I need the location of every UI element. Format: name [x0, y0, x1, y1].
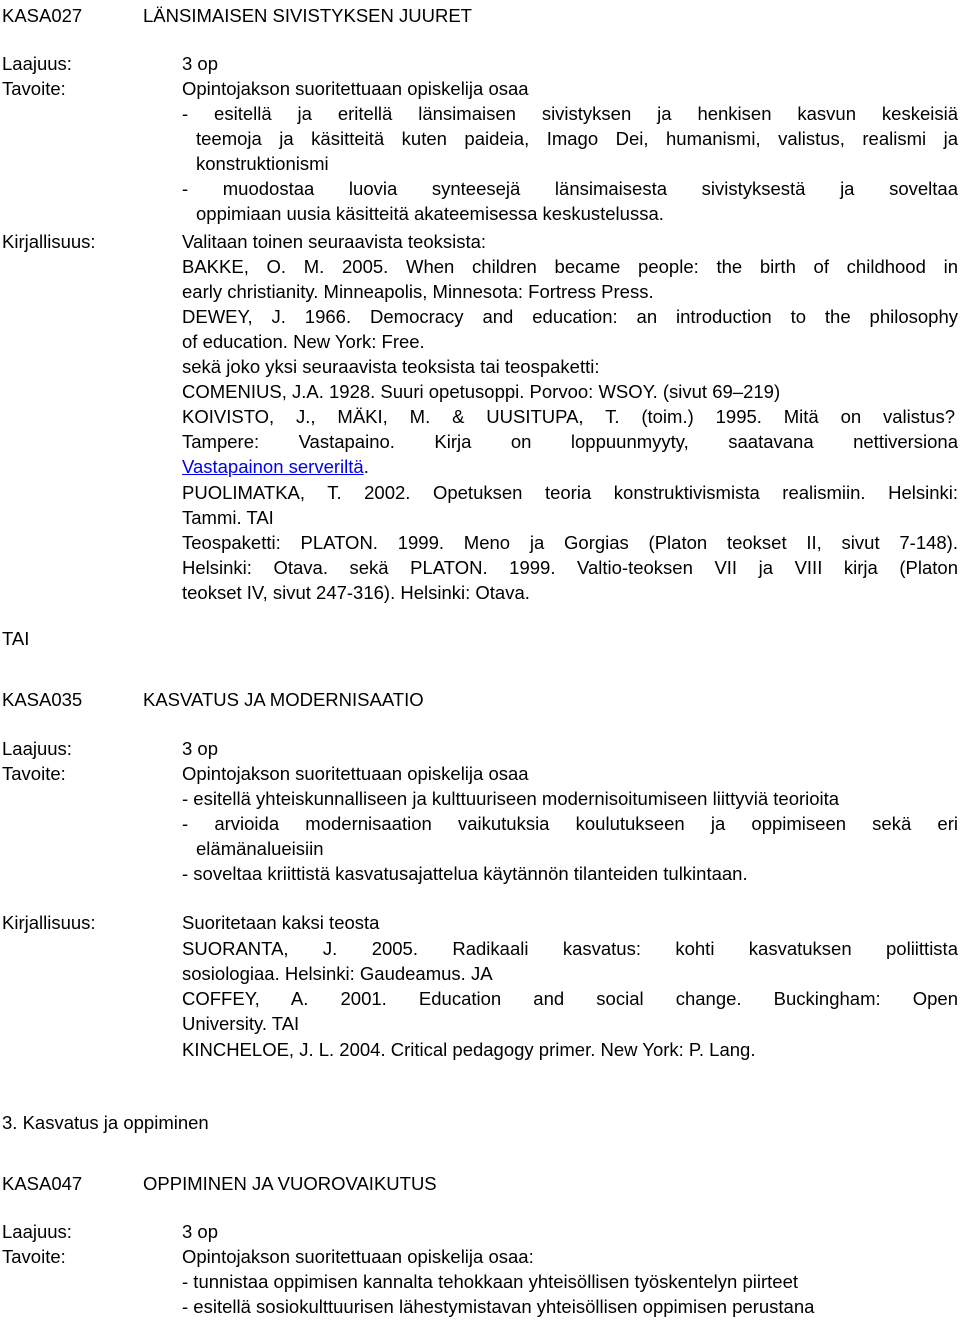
course-title: LÄNSIMAISEN SIVISTYKSEN JUURET	[143, 5, 472, 26]
reference-text: sekä joko yksi seuraavista teoksista tai teospaketti:	[182, 356, 600, 377]
laajuus-value: 3 op	[182, 738, 219, 759]
tavoite-intro: Opintojakson suoritettuaan opiskelija osaa	[182, 763, 529, 784]
tavoite-text: - esitellä yhteiskunnalliseen ja kulttuuriseen modernisoitumiseen liittyviä teorioita	[182, 788, 840, 809]
tai-text: TAI	[2, 628, 30, 649]
kirjallisuus-label: Kirjallisuus:	[2, 231, 96, 252]
reference-text: Helsinki: Otava. sekä PLATON. 1999. Valtio-teoksen VII ja VIII kirja (Platon	[182, 557, 958, 578]
section-heading-text: 3. Kasvatus ja oppiminen	[2, 1112, 209, 1133]
reference-text: SUORANTA, J. 2005. Radikaali kasvatus: kohti kasvatuksen poliittista	[182, 938, 958, 959]
reference-text: Tampere: Vastapaino. Kirja on loppuunmyyty, saatavana nettiversiona	[182, 431, 958, 452]
reference-text: teokset IV, sivut 247-316). Helsinki: Otava.	[182, 582, 530, 603]
tavoite-text: teemoja ja käsitteitä kuten paideia, Imago Dei, humanismi, valistus, realismi ja	[196, 128, 958, 149]
tavoite-text: - tunnistaa oppimisen kannalta tehokkaan yhteisöllisen työskentelyn piirteet	[182, 1271, 799, 1292]
reference-text: of education. New York: Free.	[182, 331, 425, 352]
laajuus-label: Laajuus:	[2, 53, 72, 74]
kirjallisuus-text: Valitaan toinen seuraavista teoksista:	[182, 231, 487, 252]
kirjallisuus-text: Suoritetaan kaksi teosta	[182, 912, 380, 933]
reference-text: BAKKE, O. M. 2005. When children became people: the birth of childhood in	[182, 256, 958, 277]
reference-text: Tammi. TAI	[182, 507, 274, 528]
reference-text: KINCHELOE, J. L. 2004. Critical pedagogy primer. New York: P. Lang.	[182, 1039, 756, 1060]
reference-text	[182, 454, 369, 479]
reference-text: University. TAI	[182, 1013, 300, 1034]
laajuus-label: Laajuus:	[2, 1221, 72, 1242]
tavoite-intro: Opintojakson suoritettuaan opiskelija osaa:	[182, 1246, 534, 1267]
reference-text: KOIVISTO, J., MÄKI, M. & UUSITUPA, T. (toim.) 1995. Mitä on valistus?	[182, 406, 955, 427]
vastapaino-link[interactable]: Vastapainon serveriltä	[182, 456, 364, 477]
tavoite-label: Tavoite:	[2, 763, 66, 784]
link-suffix: .	[363, 456, 369, 477]
tavoite-intro: Opintojakson suoritettuaan opiskelija osaa	[182, 78, 529, 99]
tavoite-label: Tavoite:	[2, 78, 66, 99]
tavoite-label: Tavoite:	[2, 1246, 66, 1267]
tavoite-text: - esitellä ja eritellä länsimaisen sivistyksen ja henkisen kasvun keskeisiä	[182, 103, 958, 124]
reference-text: DEWEY, J. 1966. Democracy and education: an introduction to the philosophy	[182, 306, 958, 327]
laajuus-label: Laajuus:	[2, 738, 72, 759]
tavoite-text: - arvioida modernisaation vaikutuksia koulutukseen ja oppimiseen sekä eri	[182, 813, 958, 834]
laajuus-value: 3 op	[182, 1221, 219, 1242]
tavoite-text: - muodostaa luovia synteesejä länsimaisesta sivistyksestä ja soveltaa	[182, 178, 958, 199]
reference-text: Teospaketti: PLATON. 1999. Meno ja Gorgias (Platon teokset II, sivut 7-148).	[182, 532, 958, 553]
tavoite-text: elämänalueisiin	[196, 838, 324, 859]
reference-text: early christianity. Minneapolis, Minnesota: Fortress Press.	[182, 281, 654, 302]
course-title: OPPIMINEN JA VUOROVAIKUTUS	[143, 1173, 437, 1194]
reference-text: COMENIUS, J.A. 1928. Suuri opetusoppi. Porvoo: WSOY. (sivut 69–219)	[182, 381, 781, 402]
course-code: KASA035	[2, 689, 83, 710]
reference-text: PUOLIMATKA, T. 2002. Opetuksen teoria konstruktivismista realismiin. Helsinki:	[182, 482, 958, 503]
kirjallisuus-label: Kirjallisuus:	[2, 912, 96, 933]
course-code: KASA027	[2, 5, 83, 26]
tavoite-text: - soveltaa kriittistä kasvatusajattelua käytännön tilanteiden tulkintaan.	[182, 863, 748, 884]
reference-text: sosiologiaa. Helsinki: Gaudeamus. JA	[182, 963, 493, 984]
course-title: KASVATUS JA MODERNISAATIO	[143, 689, 424, 710]
reference-text: COFFEY, A. 2001. Education and social change. Buckingham: Open	[182, 988, 958, 1009]
tavoite-text: oppimiaan uusia käsitteitä akateemisessa keskustelussa.	[196, 203, 664, 224]
tavoite-text: konstruktionismi	[196, 153, 329, 174]
tavoite-text: - esitellä sosiokulttuurisen lähestymistavan yhteisöllisen oppimisen perustana	[182, 1296, 815, 1317]
laajuus-value: 3 op	[182, 53, 219, 74]
course-code: KASA047	[2, 1173, 83, 1194]
